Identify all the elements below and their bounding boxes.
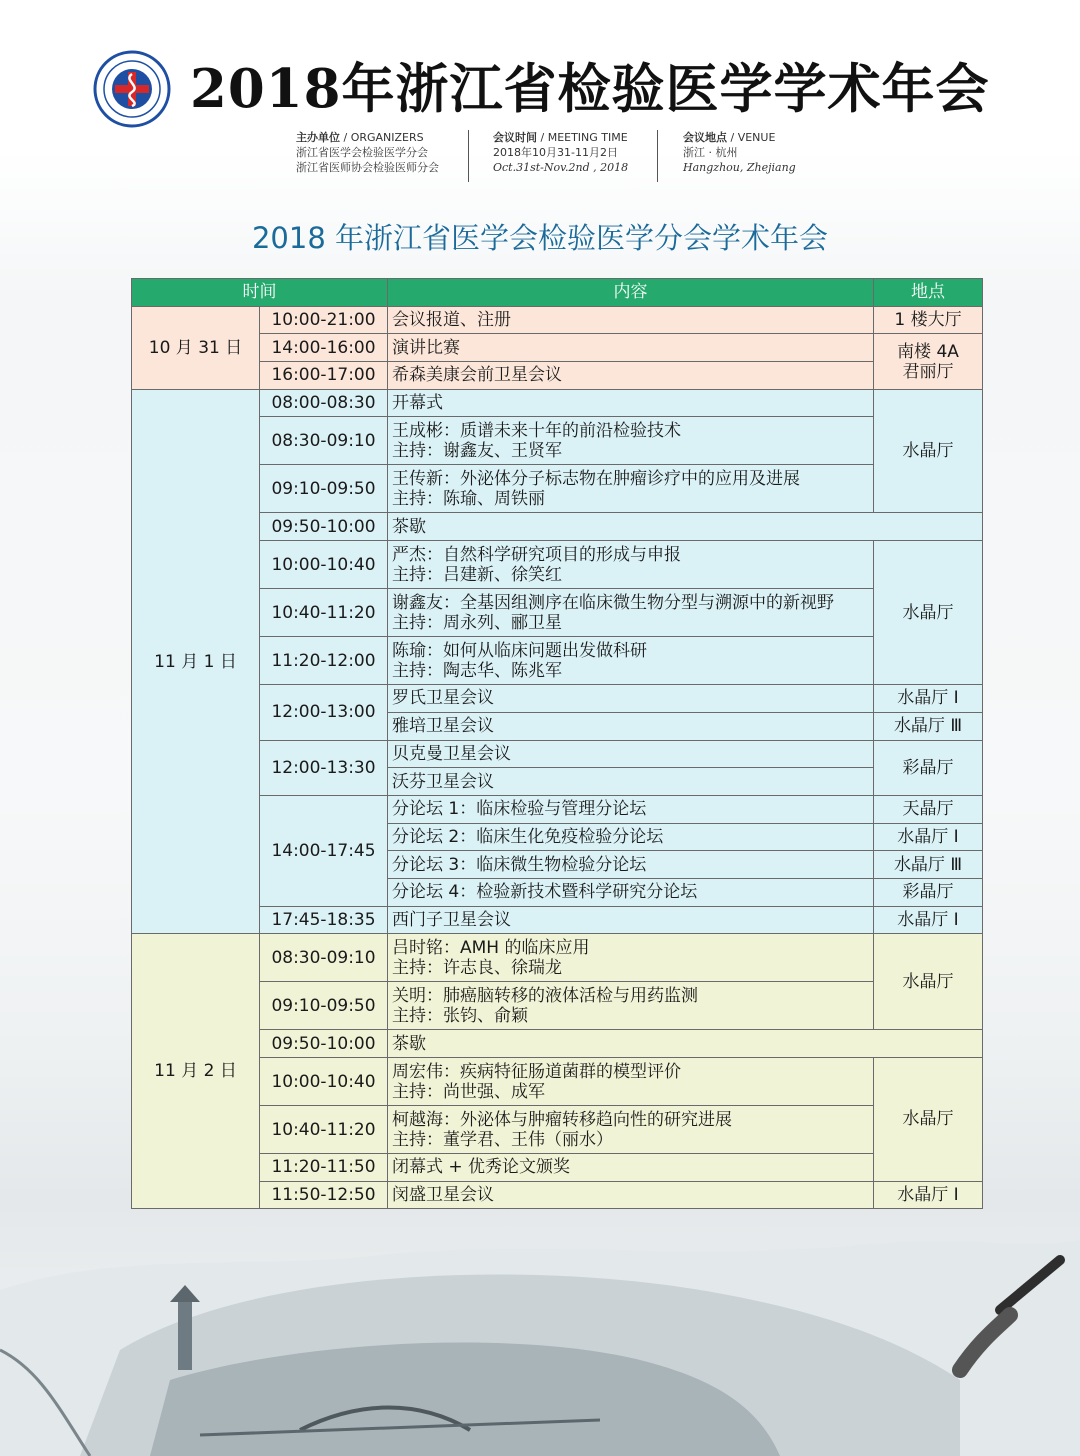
- venue-line: 水晶厅 Ⅲ: [893, 716, 963, 737]
- meeting-time-label: 会议时间 / MEETING TIME: [493, 131, 628, 144]
- content-cell: [388, 1154, 874, 1182]
- time-cell: 08:30-09:10: [260, 417, 388, 465]
- content-line: 闭幕式 + 优秀论文颁奖: [392, 1157, 571, 1178]
- time-cell: 10:00-21:00: [260, 306, 388, 334]
- content-cell: [388, 1106, 874, 1154]
- content-cell: [388, 1181, 874, 1209]
- content-line: 主持：周永列、郦卫星: [392, 612, 562, 633]
- venue-line: 水晶厅: [902, 441, 954, 462]
- schedule-table: [131, 278, 983, 1209]
- content-line: 分论坛 1：临床检验与管理分论坛: [392, 799, 647, 820]
- content-line: 分论坛 4：检验新技术暨科学研究分论坛: [392, 882, 698, 903]
- content-cell: [388, 685, 874, 713]
- content-line: 王成彬：质谱未来十年的前沿检验技术: [392, 420, 681, 441]
- organizer-2: 浙江省医师协会检验医师分会: [296, 161, 439, 174]
- info-divider: [468, 130, 469, 182]
- venue-line: 水晶厅: [902, 1109, 954, 1130]
- venue-line: 水晶厅 Ⅰ: [897, 826, 959, 847]
- time-cell: 10:00-10:40: [260, 541, 388, 589]
- content-line: 贝克曼卫星会议: [392, 743, 511, 764]
- venue-line: 1 楼大厅: [894, 310, 962, 331]
- content-line: 开幕式: [392, 393, 443, 414]
- venue-cell: [874, 306, 983, 334]
- venue-cell: [874, 1181, 983, 1209]
- time-cell: 08:30-09:10: [260, 934, 388, 982]
- venue-cn: 浙江 · 杭州: [683, 146, 738, 159]
- time-cell: 09:50-10:00: [260, 513, 388, 541]
- time-cell: 10:00-10:40: [260, 1058, 388, 1106]
- content-line: 会议报道、注册: [392, 310, 511, 331]
- table-row: [132, 417, 983, 465]
- venue-cell: [874, 740, 983, 795]
- time-cell: 14:00-17:45: [260, 795, 388, 906]
- content-line: 柯越海：外泌体与肿瘤转移趋向性的研究进展: [392, 1109, 732, 1130]
- header-time: 时间: [132, 279, 388, 307]
- venue-cell: [874, 906, 983, 934]
- content-cell: [388, 589, 874, 637]
- date-cell: 11 月 2 日: [132, 934, 260, 1209]
- time-cell: 14:00-16:00: [260, 334, 388, 362]
- meeting-time-block: [493, 130, 628, 175]
- table-row: [132, 685, 983, 713]
- table-row: [132, 906, 983, 934]
- table-row: [132, 306, 983, 334]
- content-line: 演讲比赛: [392, 337, 460, 358]
- time-cell: 08:00-08:30: [260, 389, 388, 417]
- venue-line: 南楼 4A: [897, 341, 959, 362]
- venue-line: 彩晶厅: [902, 757, 954, 778]
- content-line: 茶歇: [392, 516, 426, 537]
- schedule-title: 2018 年浙江省医学会检验医学分会学术年会: [251, 221, 829, 255]
- table-row: [132, 1106, 983, 1154]
- organizers-label: 主办单位 / ORGANIZERS: [296, 131, 424, 144]
- page-title: 2018年浙江省检验医学学术年会: [190, 58, 990, 120]
- venue-cell: [874, 712, 983, 740]
- content-cell: [388, 389, 874, 417]
- venue-line: 水晶厅: [902, 971, 954, 992]
- venue-line: 水晶厅 Ⅰ: [897, 909, 959, 930]
- venue-cell: [874, 934, 983, 1030]
- content-line: 关明：肺癌脑转移的液体活检与用药监测: [392, 985, 698, 1006]
- venue-line: 天晶厅: [902, 799, 954, 820]
- content-cell: [388, 906, 874, 934]
- table-row: [132, 934, 983, 982]
- venue-line: 水晶厅 Ⅲ: [893, 854, 963, 875]
- venue-line: 水晶厅 Ⅰ: [897, 1185, 959, 1206]
- venue-cell: [874, 334, 983, 389]
- content-line: 主持：吕建新、徐笑红: [392, 564, 562, 585]
- organizers-block: [296, 130, 439, 175]
- time-cell: 16:00-17:00: [260, 362, 388, 390]
- table-row: [132, 389, 983, 417]
- table-row: [132, 465, 983, 513]
- time-cell: 11:20-11:50: [260, 1154, 388, 1182]
- table-row: [132, 541, 983, 589]
- content-line: 沃芬卫星会议: [392, 771, 494, 792]
- venue-cell: [874, 685, 983, 713]
- venue-line: 彩晶厅: [902, 882, 954, 903]
- table-row: [132, 362, 983, 390]
- content-cell: [388, 878, 874, 906]
- content-cell: [388, 334, 874, 362]
- content-line: 王传新：外泌体分子标志物在肿瘤诊疗中的应用及进展: [392, 468, 800, 489]
- content-line: 西门子卫星会议: [392, 909, 511, 930]
- content-cell: [388, 306, 874, 334]
- content-cell: [388, 362, 874, 390]
- content-line: 吕时铭：AMH 的临床应用: [392, 937, 590, 958]
- time-cell: 11:50-12:50: [260, 1181, 388, 1209]
- schedule-body: [132, 306, 983, 1209]
- venue-en: Hangzhou, Zhejiang: [683, 161, 796, 174]
- table-row: [132, 589, 983, 637]
- time-cell: 12:00-13:00: [260, 685, 388, 740]
- content-cell: [388, 712, 874, 740]
- table-row: [132, 1030, 983, 1058]
- table-row: [132, 1181, 983, 1209]
- content-cell: [388, 637, 874, 685]
- table-row: [132, 740, 983, 768]
- content-line: 分论坛 3：临床微生物检验分论坛: [392, 854, 647, 875]
- content-line: 主持：谢鑫友、王贤军: [392, 440, 562, 461]
- content-cell: [388, 982, 874, 1030]
- time-cell: 10:40-11:20: [260, 1106, 388, 1154]
- content-line: 陈瑜：如何从临床问题出发做科研: [392, 640, 647, 661]
- info-divider: [657, 130, 658, 182]
- content-line: 主持：陈瑜、周铁丽: [392, 488, 545, 509]
- table-row: [132, 513, 983, 541]
- content-line: 主持：张钧、俞颖: [392, 1005, 528, 1026]
- table-row: [132, 1154, 983, 1182]
- content-line: 雅培卫星会议: [392, 716, 494, 737]
- organizer-1: 浙江省医学会检验医学分会: [296, 146, 428, 159]
- content-line: 分论坛 2：临床生化免疫检验分论坛: [392, 826, 664, 847]
- content-line: 严杰：自然科学研究项目的形成与申报: [392, 544, 681, 565]
- header-content: 内容: [388, 279, 874, 307]
- venue-cell: [874, 541, 983, 685]
- table-row: [132, 334, 983, 362]
- content-line: 主持：董学君、王伟（丽水）: [392, 1129, 613, 1150]
- content-line: 主持：陶志华、陈兆军: [392, 660, 562, 681]
- content-cell: [388, 795, 874, 823]
- venue-line: 君丽厅: [902, 361, 954, 382]
- content-line: 希森美康会前卫星会议: [392, 365, 562, 386]
- venue-cell: [874, 823, 983, 851]
- content-line: 闵盛卫星会议: [392, 1185, 494, 1206]
- venue-cell: [874, 1058, 983, 1182]
- date-cell: 11 月 1 日: [132, 389, 260, 934]
- header-venue: 地点: [874, 279, 983, 307]
- content-cell: [388, 768, 874, 796]
- table-header-row: [132, 279, 983, 307]
- content-cell: [388, 823, 874, 851]
- content-line: 周宏伟：疾病特征肠道菌群的模型评价: [392, 1061, 681, 1082]
- time-cell: 10:40-11:20: [260, 589, 388, 637]
- time-cell: 17:45-18:35: [260, 906, 388, 934]
- content-cell: [388, 465, 874, 513]
- venue-cell: [874, 389, 983, 513]
- time-cell: 09:50-10:00: [260, 1030, 388, 1058]
- time-cell: 09:10-09:50: [260, 465, 388, 513]
- table-row: [132, 1058, 983, 1106]
- content-line: 茶歇: [392, 1033, 426, 1054]
- content-cell: [388, 541, 874, 589]
- meeting-time-en: Oct.31st-Nov.2nd , 2018: [493, 161, 629, 174]
- venue-label: 会议地点 / VENUE: [683, 131, 776, 144]
- time-cell: 09:10-09:50: [260, 982, 388, 1030]
- meeting-time-cn: 2018年10月31-11月2日: [493, 146, 618, 159]
- table-row: [132, 795, 983, 823]
- content-cell: [388, 740, 874, 768]
- content-cell: [388, 1030, 983, 1058]
- venue-line: 水晶厅 Ⅰ: [897, 688, 959, 709]
- time-cell: 12:00-13:30: [260, 740, 388, 795]
- time-cell: 11:20-12:00: [260, 637, 388, 685]
- page-header: [0, 0, 1080, 200]
- venue-cell: [874, 795, 983, 823]
- content-cell: [388, 513, 983, 541]
- table-row: [132, 982, 983, 1030]
- date-cell: 10 月 31 日: [132, 306, 260, 389]
- table-row: [132, 637, 983, 685]
- content-cell: [388, 851, 874, 879]
- content-line: 主持：许志良、徐瑞龙: [392, 957, 562, 978]
- venue-cell: [874, 878, 983, 906]
- content-line: 谢鑫友：全基因组测序在临床微生物分型与溯源中的新视野: [392, 592, 834, 613]
- content-cell: [388, 934, 874, 982]
- content-cell: [388, 1058, 874, 1106]
- venue-line: 水晶厅: [902, 602, 954, 623]
- content-line: 主持：尚世强、成军: [392, 1081, 545, 1102]
- association-logo-icon: [93, 50, 171, 128]
- content-cell: [388, 417, 874, 465]
- venue-cell: [874, 851, 983, 879]
- venue-block: [683, 130, 796, 175]
- content-line: 罗氏卫星会议: [392, 688, 494, 709]
